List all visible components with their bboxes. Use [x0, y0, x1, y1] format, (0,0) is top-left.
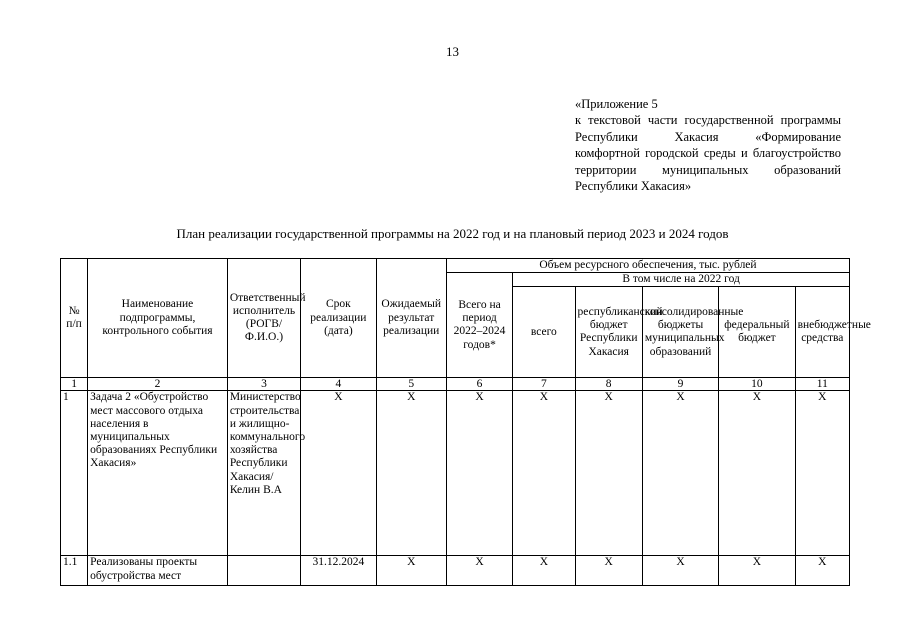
column-number: 10 — [719, 378, 795, 391]
row-expected: X — [376, 556, 446, 586]
column-number: 6 — [446, 378, 512, 391]
row-num: 1.1 — [61, 556, 88, 586]
header-total: всего — [513, 287, 575, 378]
header-federal: федеральный бюджет — [719, 287, 795, 378]
header-name: Наименование подпрограммы, контрольного события — [88, 259, 228, 378]
row-deadline: X — [301, 391, 376, 556]
row-consolidated: X — [642, 556, 718, 586]
column-number: 7 — [513, 378, 575, 391]
plan-table — [60, 258, 871, 586]
column-number: 2 — [88, 378, 228, 391]
row-total-period: X — [446, 391, 512, 556]
header-num: № п/п — [61, 259, 88, 378]
plan-title: План реализации государственной программы на 2022 год и на плановый период 2023 и 2024 годов — [176, 226, 729, 241]
row-deadline: 31.12.2024 — [301, 556, 376, 586]
row-off-budget: X — [795, 391, 849, 556]
row-responsible: Министерство строительства и жилищно-коммунального хозяйства Республики Хакасия/ Келин В.А — [227, 391, 300, 556]
appendix-title: «Приложение 5 — [575, 97, 658, 111]
row-republic-budget: X — [575, 391, 642, 556]
header-total-period: Всего на период 2022–2024 годов* — [446, 273, 512, 378]
header-row-1 — [61, 259, 850, 273]
column-number-row — [61, 378, 850, 391]
column-number: 4 — [301, 378, 376, 391]
appendix-block — [575, 96, 841, 194]
header-expected: Ожидаемый результат реализации — [376, 259, 446, 378]
row-consolidated: X — [642, 391, 718, 556]
row-off-budget: X — [795, 556, 849, 586]
row-num: 1 — [61, 391, 88, 556]
row-federal: X — [719, 391, 795, 556]
page-number: 13 — [446, 44, 459, 59]
header-2022: В том числе на 2022 год — [513, 273, 850, 287]
row-federal: X — [719, 556, 795, 586]
header-off-budget: внебюджетные средства — [795, 287, 849, 378]
row-name: Реализованы проекты обустройства мест — [88, 556, 228, 586]
header-responsible: Ответственный исполнитель (РОГВ/ Ф.И.О.) — [227, 259, 300, 378]
header-consolidated: консолидированные бюджеты муниципальных образований — [642, 287, 718, 378]
row-total: X — [513, 391, 575, 556]
header-resources: Объем ресурсного обеспечения, тыс. рублей — [446, 259, 849, 273]
column-number: 9 — [642, 378, 718, 391]
header-republic-budget: республиканский бюджет Республики Хакасия — [575, 287, 642, 378]
row-responsible — [227, 556, 300, 586]
column-number: 11 — [795, 378, 849, 391]
table-row — [61, 391, 850, 556]
row-expected: X — [376, 391, 446, 556]
appendix-text: к текстовой части государственной программы Республики Хакасия «Формирование комфортной городской среды и благоустройство территории муниципальных образований Республики Хакасия» — [575, 113, 841, 194]
column-number: 5 — [376, 378, 446, 391]
row-republic-budget: X — [575, 556, 642, 586]
row-total: X — [513, 556, 575, 586]
row-name: Задача 2 «Обустройство мест массового отдыха населения в муниципальных образованиях Республики Хакасия» — [88, 391, 228, 556]
table-row — [61, 556, 850, 586]
column-number: 8 — [575, 378, 642, 391]
column-number: 1 — [61, 378, 88, 391]
header-deadline: Срок реализации (дата) — [301, 259, 376, 378]
column-number: 3 — [227, 378, 300, 391]
row-total-period: X — [446, 556, 512, 586]
